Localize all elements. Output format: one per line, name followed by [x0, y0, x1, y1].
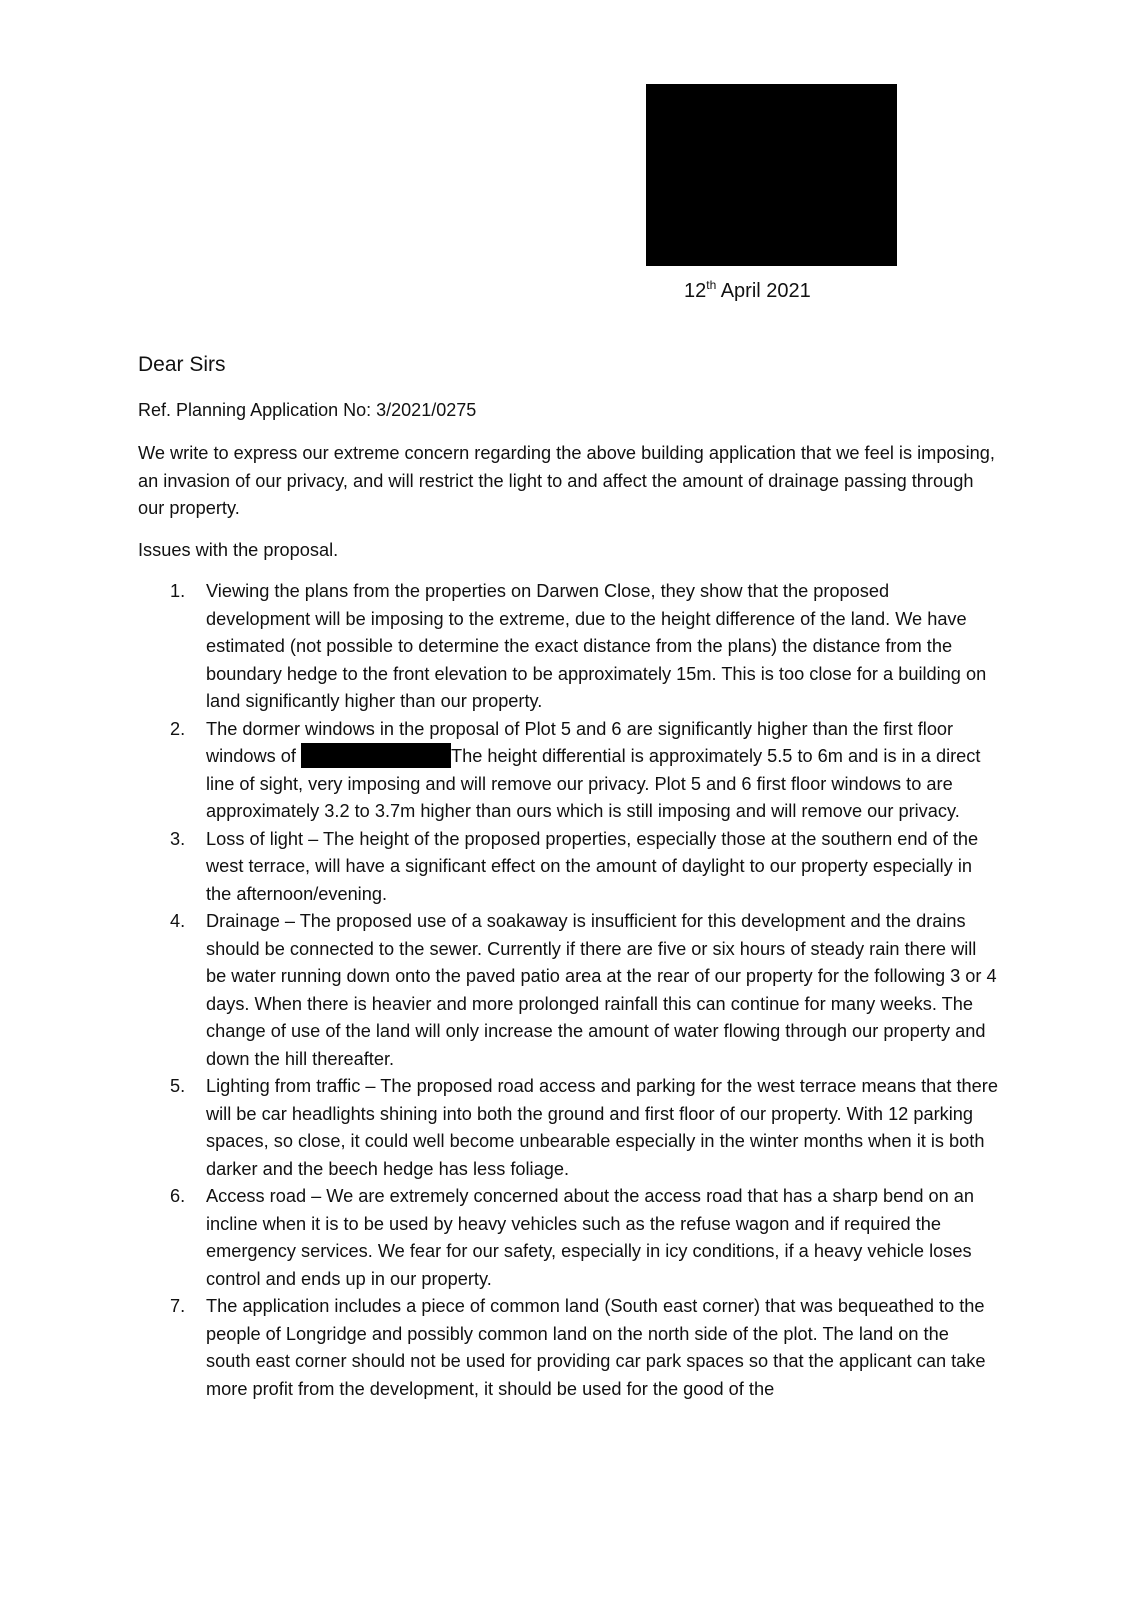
redacted-address-block	[646, 84, 897, 266]
issue-number: 5.	[170, 1076, 186, 1096]
issue-number: 4.	[170, 911, 186, 931]
issue-text: Drainage – The proposed use of a soakaway is insufficient for this development and the drains should be connected to the sewer. Currently if there are five or six hours of steady rain there will be water running down onto the paved patio area at the rear of our property for the following 3 or 4 days. When there is heavier and more prolonged rainfall this can continue for many weeks. The change of use of the land will only increase the amount of water flowing through our property and down the hill thereafter.	[206, 911, 997, 1069]
intro-paragraph: We write to express our extreme concern regarding the above building application that we feel is imposing, an invasion of our privacy, and will restrict the light to and affect the amount of drainage passing through our property.	[138, 443, 995, 518]
reference-line: Ref. Planning Application No: 3/2021/0275	[138, 400, 477, 420]
issue-item	[138, 578, 998, 716]
issues-heading: Issues with the proposal.	[138, 539, 339, 560]
redacted-inline-address	[301, 743, 451, 768]
issue-text: Loss of light – The height of the proposed properties, especially those at the southern end of the west terrace, will have a significant effect on the amount of daylight to our property especially in the afternoon/evening.	[206, 828, 979, 904]
issue-item	[138, 908, 998, 1073]
issue-text: Viewing the plans from the properties on Darwen Close, they show that the proposed development will be imposing to the extreme, due to the height difference of the land. We have estimated (not possible to determine the exact distance from the plans) the distance from the boundary hedge to the front elevation to be approximately 15m. This is too close for a building on land significantly higher than our property.	[206, 581, 987, 711]
issues-list	[138, 578, 998, 1403]
issue-text-before-redaction: The dormer windows in the proposal of Plot 5 and 6 are significantly higher than the first floor windows of	[206, 718, 954, 766]
issue-number: 6.	[170, 1186, 186, 1206]
issue-item	[138, 1183, 998, 1293]
issue-number: 7.	[170, 1296, 186, 1316]
date-suffix: th	[706, 278, 717, 292]
issue-number: 1.	[170, 581, 186, 601]
date-rest: April 2021	[716, 280, 811, 302]
issue-text: Lighting from traffic – The proposed road access and parking for the west terrace means that there will be car headlights shining into both the ground and first floor of our property. With 12 parking spaces, so close, it could well become unbearable especially in the winter months when it is both darker and the beech hedge has less foliage.	[206, 1076, 998, 1179]
date-day: 12	[684, 280, 707, 302]
issue-item	[138, 716, 998, 826]
issue-text: Access road – We are extremely concerned about the access road that has a sharp bend on an incline when it is to be used by heavy vehicles such as the refuse wagon and if required the emergency services. We fear for our safety, especially in icy conditions, if a heavy vehicle loses control and ends up in our property.	[206, 1186, 975, 1289]
issue-number: 2.	[170, 718, 186, 739]
issue-text-after-redaction: The height differential is approximately 5.5 to 6m and is in a direct line of sight, very imposing and will remove our privacy. Plot 5 and 6 first floor windows to are approximately 3.2 to 3.7m higher than ours which is still imposing and will remove our privacy.	[206, 746, 981, 821]
issue-item	[138, 826, 998, 909]
letter-date	[684, 278, 811, 304]
letter-body	[138, 440, 998, 1403]
issue-text: The application includes a piece of common land (South east corner) that was bequeathed to the people of Longridge and possibly common land on the north side of the plot. The land on the south east corner should not be used for providing car park spaces so that the applicant can take more profit from the development, it should be used for the good of the	[206, 1296, 986, 1399]
salutation: Dear Sirs	[138, 353, 226, 376]
issue-number: 3.	[170, 828, 186, 849]
issue-item	[138, 1073, 998, 1183]
issue-item	[138, 1293, 998, 1403]
